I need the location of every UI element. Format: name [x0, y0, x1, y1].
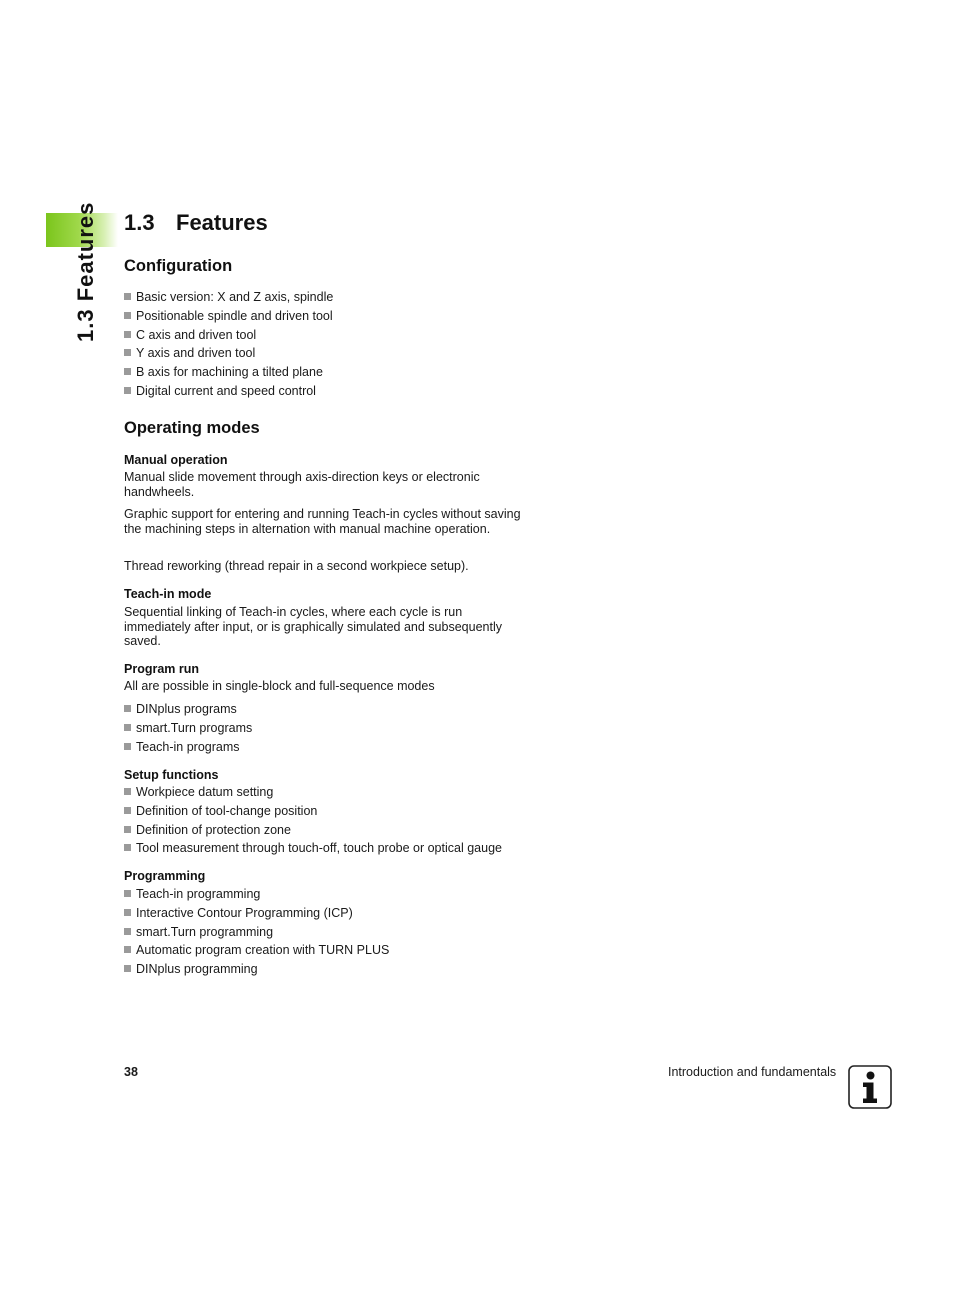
bullet-square-icon [124, 312, 131, 319]
program-run-paragraph: All are possible in single-block and full-sequence modes [124, 679, 435, 693]
bullet-square-icon [124, 826, 131, 833]
manual-operation-paragraph-1: Manual slide movement through axis-direction keys or electronic handwheels. [124, 470, 480, 499]
teach-in-mode-paragraph: Sequential linking of Teach-in cycles, where each cycle is run immediately after input, or is graphically simulated and subsequently saved. [124, 605, 502, 649]
bullet-square-icon [124, 807, 131, 814]
configuration-list [124, 288, 333, 401]
list-item: Interactive Contour Programming (ICP) [124, 904, 389, 923]
section-number: 1.3 [124, 210, 155, 235]
info-icon [848, 1065, 892, 1109]
list-item: DINplus programming [124, 960, 389, 979]
bullet-square-icon [124, 743, 131, 750]
operating-modes-heading: Operating modes [124, 419, 260, 437]
bullet-square-icon [124, 331, 131, 338]
list-item: Basic version: X and Z axis, spindle [124, 288, 333, 307]
bullet-square-icon [124, 293, 131, 300]
list-item: smart.Turn programming [124, 923, 389, 942]
list-item: Tool measurement through touch-off, touch probe or optical gauge [124, 839, 502, 858]
manual-operation-heading: Manual operation [124, 453, 228, 467]
bullet-square-icon [124, 724, 131, 731]
list-item: Definition of protection zone [124, 821, 502, 840]
section-title [124, 209, 268, 237]
bullet-square-icon [124, 387, 131, 394]
bullet-square-icon [124, 705, 131, 712]
bullet-square-icon [124, 965, 131, 972]
list-item: Digital current and speed control [124, 382, 333, 401]
list-item: C axis and driven tool [124, 326, 333, 345]
list-item: smart.Turn programs [124, 719, 252, 738]
list-item: Automatic program creation with TURN PLUS [124, 941, 389, 960]
programming-heading: Programming [124, 869, 206, 883]
manual-operation-paragraph-3: Thread reworking (thread repair in a second workpiece setup). [124, 559, 469, 573]
list-item: DINplus programs [124, 700, 252, 719]
program-run-heading: Program run [124, 662, 200, 676]
bullet-square-icon [124, 844, 131, 851]
teach-in-mode-heading: Teach-in mode [124, 587, 212, 601]
bullet-square-icon [124, 946, 131, 953]
list-item: Teach-in programs [124, 738, 252, 757]
setup-functions-heading: Setup functions [124, 768, 219, 782]
bullet-square-icon [124, 890, 131, 897]
list-item: Y axis and driven tool [124, 344, 333, 363]
list-item: Definition of tool-change position [124, 802, 502, 821]
bullet-square-icon [124, 349, 131, 356]
manual-operation-paragraph-2: Graphic support for entering and running Teach-in cycles without saving the machining steps in alternation with manual machine operation. [124, 507, 521, 536]
side-tab-label: 1.3 Features [73, 201, 98, 342]
program-run-list [124, 700, 252, 756]
configuration-heading: Configuration [124, 257, 233, 275]
footer-chapter-title: Introduction and fundamentals [668, 1065, 837, 1079]
list-item: B axis for machining a tilted plane [124, 363, 333, 382]
setup-functions-list [124, 783, 502, 858]
list-item: Teach-in programming [124, 885, 389, 904]
bullet-square-icon [124, 928, 131, 935]
list-item: Positionable spindle and driven tool [124, 307, 333, 326]
bullet-square-icon [124, 909, 131, 916]
section-title-text: Features [176, 210, 268, 235]
list-item: Workpiece datum setting [124, 783, 502, 802]
programming-list [124, 885, 389, 979]
page-number: 38 [124, 1065, 138, 1079]
bullet-square-icon [124, 368, 131, 375]
bullet-square-icon [124, 788, 131, 795]
